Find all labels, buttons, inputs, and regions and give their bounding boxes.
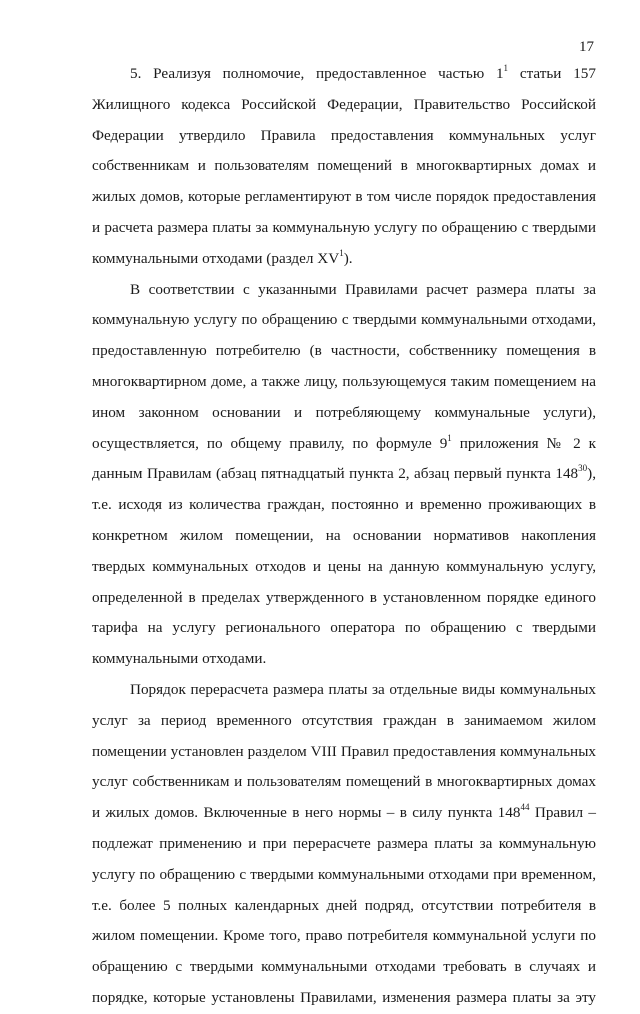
text-segment: приложения № 2 к [451, 434, 596, 452]
text-line [92, 121, 596, 152]
text-segment: твердых коммунальных отходов и цены на данную коммунальную услугу, [92, 557, 596, 575]
text-line [92, 860, 596, 891]
text-line [92, 983, 596, 1014]
text-line [92, 244, 596, 275]
text-segment: жилом помещении. Кроме того, право потребителя коммунальной услуги по [92, 927, 596, 945]
superscript: 30 [578, 463, 588, 474]
text-line [92, 213, 596, 244]
paragraph [92, 675, 596, 1014]
text-line [92, 644, 596, 675]
paragraph [92, 59, 596, 275]
text-segment: 5. Реализуя полномочие, предоставленное частью 1 [130, 65, 504, 82]
text-segment: жилых домов, которые регламентируют в том числе порядок предоставления [92, 188, 596, 206]
document-body [92, 59, 596, 1014]
text-segment: т.е. более 5 полных календарных дней подряд, отсутствии потребителя в [92, 896, 596, 914]
text-line [92, 398, 596, 429]
text-line [92, 767, 596, 798]
text-segment: конкретном жилом помещении, на основании нормативов накопления [92, 526, 596, 544]
text-segment: Жилищного кодекса Российской Федерации, Правительство Российской [92, 95, 596, 113]
text-segment: помещении установлен разделом VIII Правил предоставления коммунальных [92, 742, 596, 760]
text-segment: коммунальными отходами (раздел XV [92, 249, 340, 267]
text-segment: коммунальную услугу по обращению с твердыми коммунальными отходами, [92, 311, 596, 329]
paragraph [92, 275, 596, 675]
text-line [92, 59, 596, 90]
text-segment: собственникам и пользователям помещений в многоквартирных домах и [92, 157, 596, 175]
text-segment: услугу по обращению с твердыми коммунальными отходами при временном, [92, 865, 596, 883]
superscript: 1 [339, 247, 344, 258]
text-line [92, 182, 596, 213]
text-line [92, 459, 596, 490]
text-line [92, 429, 596, 460]
text-segment: и расчета размера платы за коммунальную услугу по обращению с твердыми [92, 218, 596, 236]
text-segment: Правил – [529, 804, 596, 822]
text-line [92, 952, 596, 983]
text-segment: коммунальными отходами. [92, 650, 267, 668]
text-segment: определенной в пределах утвержденного в установленном порядке единого [92, 588, 596, 606]
text-segment: ), [587, 465, 596, 483]
text-segment: услуг за период временного отсутствия граждан в занимаемом жилом [92, 711, 596, 729]
text-segment: данным Правилам (абзац пятнадцатый пункта 2, абзац первый пункта 148 [92, 465, 579, 483]
superscript: 44 [520, 802, 530, 813]
text-segment: статьи 157 [508, 65, 596, 82]
text-segment: Порядок перерасчета размера платы за отдельные виды коммунальных [130, 680, 596, 698]
text-line [92, 675, 596, 706]
text-line [92, 737, 596, 768]
text-line [92, 798, 596, 829]
text-segment: В соответствии с указанными Правилами расчет размера платы за [130, 280, 596, 298]
text-segment: порядке, которые установлены Правилами, изменения размера платы за эту [92, 988, 596, 1006]
text-line [92, 367, 596, 398]
text-line [92, 921, 596, 952]
text-segment: Федерации утвердило Правила предоставления коммунальных услуг [92, 126, 596, 144]
page-number: 17 [579, 39, 594, 55]
text-segment: обращению с твердыми коммунальными отходами требовать в случаях и [92, 958, 596, 976]
text-line [92, 613, 596, 644]
text-segment: ). [343, 249, 353, 267]
text-segment: подлежат применению и при перерасчете размера платы за коммунальную [92, 834, 596, 852]
text-line [92, 552, 596, 583]
text-segment: предоставленную потребителю (в частности, собственнику помещения в [92, 342, 596, 360]
text-segment: т.е. исходя из количества граждан, постоянно и временно проживающих в [92, 496, 596, 514]
text-line [92, 336, 596, 367]
text-line [92, 706, 596, 737]
text-line [92, 90, 596, 121]
text-segment: ином законном основании и потребляющему коммунальные услуги), [92, 403, 596, 421]
text-segment: многоквартирном доме, а также лицу, пользующемуся таким помещением на [92, 372, 596, 390]
text-segment: осуществляется, по общему правилу, по формуле 9 [92, 434, 448, 452]
text-line [92, 305, 596, 336]
text-line [92, 521, 596, 552]
text-line [92, 490, 596, 521]
text-segment: и жилых домов. Включенные в него нормы – в силу пункта 148 [92, 804, 521, 822]
text-segment: услуг собственникам и пользователям помещений в многоквартирных домах [92, 773, 596, 791]
text-line [92, 583, 596, 614]
text-line [92, 891, 596, 922]
text-segment: тарифа на услугу регионального оператора по обращению с твердыми [92, 619, 596, 637]
text-line [92, 829, 596, 860]
text-line [92, 151, 596, 182]
superscript: 1 [503, 62, 509, 73]
superscript: 1 [447, 432, 452, 443]
text-line [92, 275, 596, 306]
